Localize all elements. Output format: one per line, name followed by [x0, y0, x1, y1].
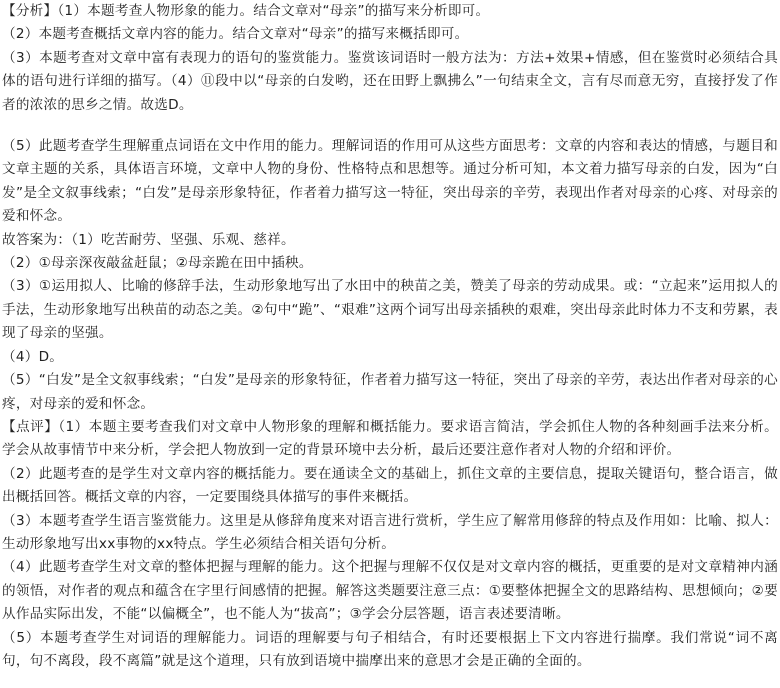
comment-paragraph-5: （5）本题考查学生对词语的理解能力。词语的理解要与句子相结合，有时还要根据上下文内容进行揣摩。我们常说“词不离句，句不离段，段不离篇”就是这个道理，只有放到语境中揣摩出来的意思才会是正确的全面的。	[2, 629, 778, 669]
analysis-paragraph-5: （5）此题考查学生理解重点词语在文中作用的能力。理解词语的作用可从这些方面思考：文章的内容和表达的情感，与题目和文章主题的关系，具体语言环境，文章中人物的身份、性格特点和思想等。通过分析可知，本文着力描写母亲的白发，因为“白发”是全文叙事线索；“白发”是母亲形象特征，作者着力描写这一特征，突出母亲的辛劳，表现出作者对母亲的心疼、对母亲的爱和怀念。	[2, 138, 778, 225]
solution-document	[2, 0, 778, 673]
analysis-paragraph-2: （2）本题考查概括文章内容的能力。结合文章对“母亲”的描写来概括即可。	[2, 26, 469, 43]
answer-line-3: （3）①运用拟人、比喻的修辞手法，生动形象地写出了水田中的秧苗之美，赞美了母亲的劳动成果。或：“立起来”运用拟人的手法，生动形象地写出秧苗的动态之美。②句中“跪”、“艰难”这两个词写出母亲插秧的艰难，突出母亲此时体力不支和劳累，表现了母亲的坚强。	[2, 278, 778, 342]
answer-line-4: （4）D。	[2, 348, 64, 365]
comment-paragraph-3: （3）本题考查学生语言鉴赏能力。这里是从修辞角度来对语言进行赏析，学生应了解常用修辞的特点及作用如：比喻、拟人：生动形象地写出xx事物的xx特点。学生必须结合相关语句分析。	[2, 512, 778, 552]
comment-paragraph-1: 【点评】（1）本题主要考查我们对文章中人物形象的理解和概括能力。要求语言简洁，学会抓住人物的各种刻画手法来分析。学会从故事情节中来分析，学会把人物放到一定的背景环境中去分析，最后还要注意作者对人物的介绍和评价。	[2, 418, 778, 459]
comment-paragraph-4: （4）此题考查学生对文章的整体把握与理解的能力。这个把握与理解不仅仅是对文章内容的概括，更重要的是对文章精神内涵的领悟，对作者的观点和蕴含在字里行间感情的把握。解答这类题要注意三点：①要整体把握全文的思路结构、思想倾向；②要从作品实际出发，不能“以偏概全”，也不能人为“拔高”；③学会分层答题，语言表述要清晰。	[2, 559, 778, 623]
analysis-paragraph-1: 【分析】（1）本题考查人物形象的能力。结合文章对“母亲”的描写来分析即可。	[2, 3, 490, 19]
paragraph-spacer	[2, 117, 778, 135]
analysis-paragraph-3: （3）本题考查对文章中富有表现力的语句的鉴赏能力。鉴赏该词语时一般方法为：方法+效果+情感，但在鉴赏时必须结合具体的语句进行详细的描写。（4）⑪段中以“母亲的白发哟，还在田野上飘拂么”一句结束全文，言有尽而意无穷，直接抒发了作者的浓浓的思乡之情。故选D。	[2, 49, 778, 113]
comment-paragraph-2: （2）此题考查的是学生对文章内容的概括能力。要在通读全文的基础上，抓住文章的主要信息，提取关键语句，整合语言，做出概括回答。概括文章的内容，一定要围绕具体描写的事件来概括。	[2, 465, 778, 506]
answer-line-5: （5）“白发”是全文叙事线索；“白发”是母亲的形象特征，作者着力描写这一特征，突出了母亲的辛劳，表达出作者对母亲的心疼，对母亲的爱和怀念。	[2, 372, 778, 412]
answer-line-2: （2）①母亲深夜敲盆赶鼠；②母亲跪在田中插秧。	[2, 255, 313, 272]
answer-line-1: 故答案为：（1）吃苦耐劳、坚强、乐观、慈祥。	[2, 231, 295, 248]
